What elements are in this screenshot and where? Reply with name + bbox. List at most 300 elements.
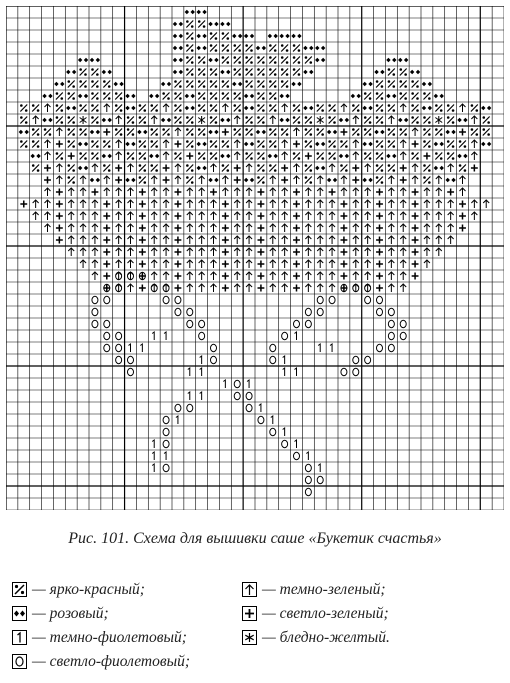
stitch-cell: [92, 296, 98, 303]
stitch-cell: [197, 166, 207, 171]
stitch-cell: [78, 94, 88, 99]
stitch-cell: [186, 32, 193, 40]
stitch-cell: [92, 236, 98, 244]
stitch-cell: [45, 140, 51, 148]
stitch-cell: [376, 140, 383, 148]
stitch-cell: [388, 320, 394, 327]
stitch-cell: [188, 368, 190, 376]
stitch-cell: [353, 368, 359, 375]
stitch-cell: [282, 248, 288, 256]
stitch-cell: [104, 320, 110, 327]
stitch-cell: [376, 213, 383, 220]
stitch-cell: [305, 164, 312, 172]
stitch-cell: [234, 140, 240, 148]
stitch-cell: [460, 188, 466, 196]
stitch-cell: [198, 104, 205, 112]
stitch-cell: [329, 248, 335, 256]
stitch-cell: [56, 104, 63, 112]
stitch-cell: [175, 273, 182, 280]
stitch-cell: [174, 80, 181, 88]
stitch-cell: [447, 140, 454, 148]
stitch-cell: [210, 189, 217, 196]
stitch-cell: [258, 273, 265, 280]
stitch-cell: [163, 464, 169, 471]
stitch-cell: [103, 261, 110, 268]
stitch-cell: [233, 128, 240, 136]
stitch-cell: [80, 188, 86, 196]
stitch-cell: [210, 32, 217, 40]
stitch-cell: [222, 188, 228, 196]
stitch-cell: [293, 152, 300, 160]
stitch-cell: [282, 152, 288, 160]
stitch-cell: [246, 164, 252, 172]
stitch-cell: [258, 285, 265, 292]
stitch-cell: [151, 272, 157, 280]
stitch-cell: [151, 188, 157, 196]
stitch-cell: [376, 189, 383, 196]
stitch-cell: [281, 177, 288, 184]
stitch-cell: [45, 224, 51, 232]
stitch-cell: [282, 104, 288, 112]
stitch-cell: [376, 237, 383, 244]
stitch-cell: [67, 176, 74, 184]
stitch-cell: [222, 56, 229, 64]
stitch-cell: [293, 237, 300, 244]
stitch-cell: [388, 236, 394, 244]
stitch-cell: [163, 416, 169, 423]
stitch-cell: [388, 164, 395, 172]
stitch-cell: [258, 225, 265, 232]
stitch-cell: [269, 128, 276, 136]
stitch-cell: [68, 224, 74, 232]
stitch-cell: [80, 224, 86, 232]
stitch-cell: [139, 104, 146, 112]
stitch-cell: [128, 224, 134, 232]
stitch-cell: [364, 92, 371, 100]
stitch-cell: [400, 248, 406, 256]
stitch-cell: [376, 201, 383, 208]
stitch-cell: [471, 200, 477, 208]
stitch-cell: [257, 56, 264, 64]
stitch-cell: [151, 200, 157, 208]
stitch-cell: [270, 344, 276, 351]
stitch-cell: [412, 201, 419, 208]
stitch-cell: [388, 260, 394, 268]
stitch-cell: [199, 272, 205, 280]
stitch-cell: [317, 236, 323, 244]
stitch-cell: [341, 104, 347, 112]
stitch-cell: [103, 129, 110, 136]
stitch-cell: [246, 404, 252, 411]
stitch-cell: [31, 154, 41, 159]
stitch-cell: [293, 225, 300, 232]
stitch-cell: [56, 176, 62, 184]
stitch-cell: [211, 344, 217, 351]
stitch-cell: [291, 82, 301, 87]
stitch-cell: [223, 380, 225, 388]
stitch-cell: [316, 128, 323, 136]
stitch-cell: [103, 225, 110, 232]
stitch-cell: [305, 224, 311, 232]
stitch-cell: [327, 130, 337, 135]
stitch-cell: [91, 152, 98, 160]
stitch-cell: [208, 178, 218, 183]
stitch-cell: [234, 380, 240, 387]
stitch-cell: [317, 116, 324, 124]
stitch-cell: [448, 164, 454, 172]
stitch-cell: [175, 176, 181, 184]
stitch-cell: [56, 213, 63, 220]
stitch-cell: [365, 236, 371, 244]
stitch-cell: [256, 46, 266, 51]
stitch-cell: [424, 153, 431, 160]
stitch-cell: [447, 189, 454, 196]
stitch-cell: [163, 200, 169, 208]
stitch-cell: [457, 154, 467, 159]
stitch-cell: [282, 284, 288, 292]
stitch-cell: [365, 296, 371, 303]
stitch-cell: [116, 260, 122, 268]
stitch-cell: [187, 188, 193, 196]
stitch-cell: [327, 178, 337, 183]
stitch-cell: [257, 152, 264, 160]
stitch-cell: [152, 332, 154, 340]
stitch-cell: [341, 176, 347, 184]
stitch-cell: [305, 116, 312, 124]
stitch-cell: [187, 404, 193, 411]
stitch-cell: [199, 200, 205, 208]
stitch-cell: [388, 212, 394, 220]
stitch-cell: [341, 261, 348, 268]
stitch-cell: [245, 56, 252, 64]
stitch-cell: [90, 178, 100, 183]
stitch-cell: [448, 212, 454, 220]
stitch-cell: [318, 344, 320, 352]
stitch-cell: [400, 177, 407, 184]
stitch-cell: [483, 200, 489, 208]
stitch-cell: [317, 476, 323, 483]
stitch-cell: [436, 176, 442, 184]
stitch-cell: [388, 140, 395, 148]
stitch-cell: [80, 116, 87, 124]
stitch-cell: [305, 272, 311, 280]
stitch-cell: [234, 177, 241, 184]
stitch-cell: [436, 224, 442, 232]
stitch-cell: [305, 248, 311, 256]
stitch-cell: [460, 176, 466, 184]
stitch-cell: [282, 200, 288, 208]
stitch-cell: [150, 104, 157, 112]
stitch-cell: [424, 248, 430, 256]
stitch-cell: [291, 34, 301, 39]
stitch-cell: [257, 164, 264, 172]
stitch-cell: [116, 188, 122, 196]
stitch-cell: [315, 46, 325, 51]
stitch-cell: [388, 188, 394, 196]
stitch-cell: [400, 320, 406, 327]
stitch-cell: [128, 164, 134, 172]
stitch-cell: [329, 164, 335, 172]
stitch-cell: [270, 236, 276, 244]
stitch-cell: [246, 392, 252, 399]
stitch-cell: [281, 80, 288, 88]
stitch-cell: [233, 68, 240, 76]
legend-column-right: [242, 578, 390, 650]
stitch-cell: [161, 82, 171, 87]
stitch-cell: [220, 70, 230, 75]
stitch-cell: [436, 188, 442, 196]
stitch-cell: [341, 237, 348, 244]
stitch-cell: [244, 106, 254, 111]
stitch-cell: [459, 213, 466, 220]
stitch-cell: [365, 272, 371, 280]
stitch-cell: [185, 106, 195, 111]
stitch-cell: [125, 94, 135, 99]
stitch-cell: [234, 248, 240, 256]
stitch-cell: [270, 428, 276, 435]
stitch-cell: [293, 285, 300, 292]
stitch-cell: [352, 177, 359, 184]
stitch-cell: [374, 70, 384, 75]
stitch-cell: [386, 58, 396, 63]
stitch-cell: [247, 380, 249, 388]
legend-item-light-green: [242, 602, 390, 625]
stitch-cell: [353, 356, 359, 363]
stitch-cell: [436, 248, 442, 256]
stitch-cell: [400, 272, 406, 280]
stitch-cell: [151, 236, 157, 244]
stitch-cell: [317, 248, 323, 256]
stitch-cell: [447, 104, 454, 112]
stitch-cell: [471, 140, 477, 148]
stitch-cell: [388, 68, 395, 76]
stitch-cell: [317, 212, 323, 220]
stitch-cell: [66, 70, 76, 75]
stitch-cell: [220, 118, 230, 123]
stitch-cell: [317, 296, 323, 303]
stitch-cell: [281, 68, 288, 76]
stitch-cell: [388, 176, 394, 184]
stitch-cell: [388, 272, 394, 280]
stitch-cell: [282, 440, 288, 447]
stitch-cell: [187, 236, 193, 244]
stitch-cell: [186, 176, 193, 184]
stitch-cell: [116, 140, 122, 148]
stitch-cell: [305, 236, 311, 244]
stitch-cell: [104, 176, 110, 184]
stitch-cell: [303, 70, 313, 75]
stitch-cell: [56, 237, 63, 244]
stitch-cell: [199, 224, 205, 232]
stitch-cell: [399, 128, 406, 136]
stitch-cell: [423, 128, 430, 136]
stitch-cell: [198, 128, 205, 136]
stitch-cell: [434, 94, 444, 99]
stitch-cell: [175, 128, 181, 136]
stitch-cell: [246, 236, 252, 244]
stitch-cell: [471, 152, 477, 160]
stitch-cell: [42, 118, 52, 123]
stitch-cell: [186, 56, 193, 64]
stitch-cell: [163, 212, 169, 220]
stitch-cell: [329, 296, 335, 303]
stitch-cell: [163, 260, 169, 268]
stitch-cell: [174, 92, 181, 100]
stitch-cell: [317, 284, 323, 292]
stitch-cell: [341, 225, 348, 232]
stitch-cell: [175, 404, 181, 411]
stitch-cell: [303, 46, 313, 51]
stitch-cell: [246, 284, 252, 292]
stitch-cell: [446, 178, 456, 183]
stitch-cell: [353, 248, 359, 256]
stitch-cell: [198, 116, 205, 124]
stitch-cell: [341, 201, 348, 208]
stitch-cell: [365, 356, 371, 363]
stitch-cell: [258, 237, 265, 244]
stitch-cell: [330, 344, 332, 352]
stitch-cell: [376, 261, 383, 268]
slash-dots-symbol-icon: [12, 582, 27, 597]
stitch-cell: [116, 236, 122, 244]
stitch-cell: [317, 308, 323, 315]
stitch-cell: [198, 56, 205, 64]
stitch-cell: [19, 130, 29, 135]
stitch-cell: [78, 142, 88, 147]
stitch-cell: [315, 142, 325, 147]
cross-stitch-grid: [6, 6, 504, 510]
stitch-cell: [388, 284, 394, 292]
legend-label: — темно-зеленый;: [262, 580, 386, 598]
stitch-cell: [365, 164, 371, 172]
stitch-cell: [104, 332, 110, 339]
stitch-cell: [471, 116, 477, 124]
stitch-cell: [422, 82, 432, 87]
stitch-cell: [282, 236, 288, 244]
stitch-cell: [222, 80, 229, 88]
stitch-cell: [412, 164, 418, 172]
stitch-cell: [103, 201, 110, 208]
stitch-cell: [128, 200, 134, 208]
stitch-cell: [233, 56, 240, 64]
stitch-cell: [186, 128, 193, 136]
stitch-cell: [198, 92, 205, 100]
stitch-cell: [471, 165, 478, 172]
stitch-cell: [329, 224, 335, 232]
stitch-cell: [293, 201, 300, 208]
arrow-up-symbol-icon: [242, 582, 257, 597]
stitch-cell: [459, 201, 466, 208]
stitch-cell: [388, 308, 394, 315]
stitch-cell: [293, 273, 300, 280]
stitch-cell: [116, 224, 122, 232]
stitch-cell: [175, 189, 182, 196]
stitch-cell: [270, 260, 276, 268]
stitch-cell: [234, 200, 240, 208]
stitch-cell: [282, 212, 288, 220]
stitch-cell: [294, 164, 300, 172]
stitch-cell: [424, 236, 430, 244]
stitch-cell: [293, 44, 300, 52]
stitch-cell: [376, 104, 383, 112]
stitch-cell: [67, 164, 74, 172]
stitch-cell: [376, 285, 383, 292]
stitch-cell: [140, 344, 142, 352]
stitch-cell: [199, 236, 205, 244]
stitch-cell: [244, 178, 254, 183]
stitch-cell: [293, 141, 300, 148]
stitch-cell: [92, 200, 98, 208]
stitch-cell: [210, 92, 217, 100]
stitch-cell: [208, 130, 218, 135]
stitch-cell: [293, 213, 300, 220]
stitch-cell: [210, 80, 217, 88]
stitch-cell: [424, 212, 430, 220]
stitch-cell: [341, 213, 348, 220]
stitch-cell: [32, 140, 39, 148]
stitch-cell: [102, 118, 112, 123]
stitch-cell: [364, 128, 371, 136]
digit-one-symbol-icon: [12, 630, 27, 645]
stitch-cell: [208, 22, 218, 27]
stitch-cell: [114, 82, 124, 87]
stitch-cell: [282, 260, 288, 268]
stitch-cell: [222, 92, 229, 100]
stitch-cell: [164, 452, 166, 460]
legend-item-light-violet: [12, 650, 190, 673]
stitch-cell: [200, 356, 202, 364]
stitch-cell: [293, 261, 300, 268]
stitch-cell: [329, 212, 335, 220]
stitch-cell: [32, 128, 39, 136]
stitch-cell: [412, 273, 419, 280]
stitch-cell: [281, 56, 288, 64]
stitch-cell: [187, 224, 193, 232]
stitch-cell: [245, 68, 252, 76]
stitch-cell: [222, 261, 229, 268]
stitch-cell: [388, 104, 395, 112]
stitch-cell: [246, 260, 252, 268]
stitch-cell: [187, 272, 193, 280]
stitch-cell: [283, 356, 285, 364]
stitch-cell: [152, 464, 154, 472]
stitch-cell: [234, 392, 240, 399]
stitch-cell: [245, 128, 252, 136]
legend-label: — светло-зеленый;: [262, 604, 389, 622]
stitch-cell: [434, 166, 444, 171]
stitch-cell: [317, 272, 323, 280]
stitch-cell: [270, 224, 276, 232]
stitch-cell: [329, 189, 336, 196]
stitch-cell: [149, 94, 159, 99]
stitch-cell: [210, 104, 217, 112]
stitch-cell: [222, 249, 229, 256]
stitch-cell: [163, 428, 169, 435]
legend-label: — светло-фиолетовый;: [32, 652, 191, 670]
stitch-cell: [129, 344, 131, 352]
stitch-cell: [163, 165, 170, 172]
stitch-cell: [376, 164, 383, 172]
stitch-cell: [257, 116, 264, 124]
stitch-cell: [186, 80, 193, 88]
stitch-cell: [412, 189, 419, 196]
stitch-cell: [151, 260, 157, 268]
stitch-cell: [365, 248, 371, 256]
stitch-cell: [163, 224, 169, 232]
stitch-cell: [91, 92, 98, 100]
stitch-cell: [245, 116, 252, 124]
stitch-cell: [339, 118, 349, 123]
